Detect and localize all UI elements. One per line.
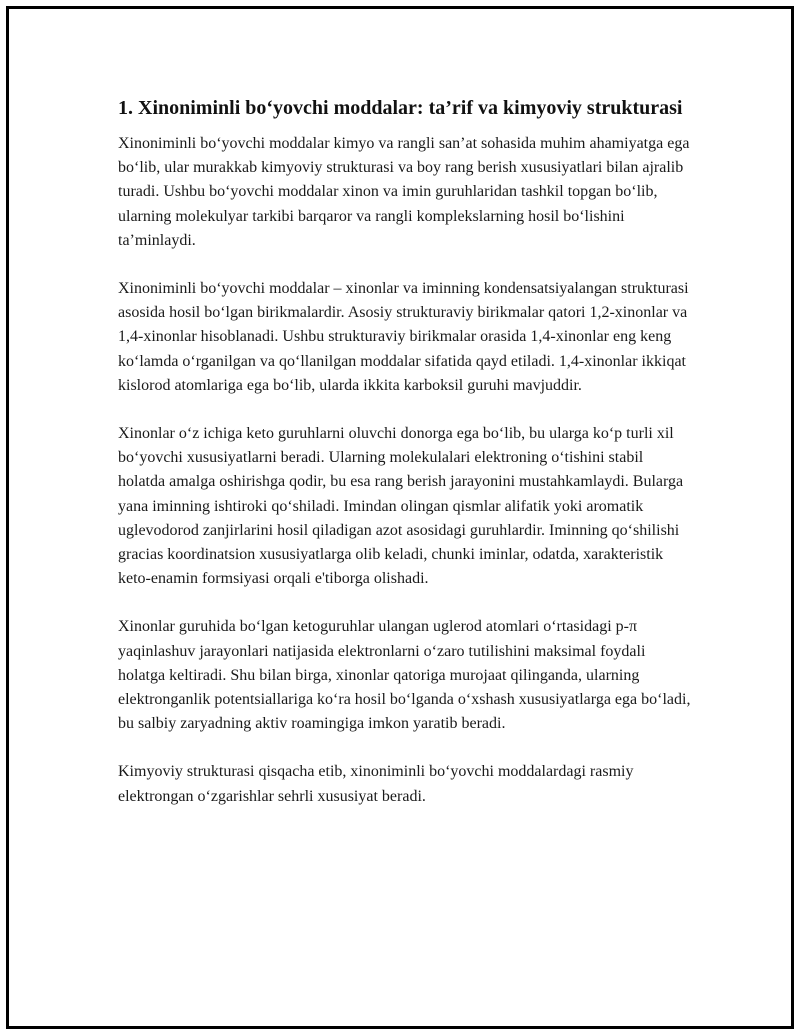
paragraph-5: Kimyoviy strukturasi qisqacha etib, xinoniminli bo‘yovchi moddalardagi rasmiy elektrongan o‘zgarishlar sehrli xususiyat beradi.	[118, 763, 634, 805]
document-body	[118, 94, 692, 833]
paragraph-1: Xinoniminli bo‘yovchi moddalar kimyo va rangli san’at sohasida muhim ahamiyatga ega bo‘lib, ular murakkab kimyoviy strukturasi va boy rang berish xususiyatlari bilan ajralib turadi. Ushbu bo‘yovchi moddalar xinon va imin guruhlaridan tashkil topgan bo‘lib, ularning molekulyar tarkibi barqaror va rangli komplekslarning hosil bo‘lishini ta’minlaydi.	[118, 135, 690, 249]
paragraph-4: Xinonlar guruhida bo‘lgan ketoguruhlar ulangan uglerod atomlari o‘rtasidagi p-π yaqinlashuv jarayonlari natijasida elektronlarni o‘zaro tutilishini maksimal foydali holatga keltiradi. Shu bilan birga, xinonlar qatoriga murojaat qilinganda, ularning elektronganlik potentsiallariga ko‘ra hosil bo‘lganda o‘xshash xususiyatlarga ega bo‘ladi, bu salbiy zaryadning aktiv roamingiga imkon yaratib beradi.	[118, 618, 691, 733]
paragraph-2: Xinoniminli bo‘yovchi moddalar – xinonlar va iminning kondensatsiyalangan strukturasi asosida hosil bo‘lgan birikmalardir. Asosiy strukturaviy birikmalar qatori 1,2-xinonlar va 1,4-xinonlar hisoblanadi. Ushbu strukturaviy birikmalar orasida 1,4-xinonlar eng keng ko‘lamda o‘rganilgan va qo‘llanilgan moddalar sifatida qayd etiladi. 1,4-xinonlar ikkiqat kislorod atomlariga ega bo‘lib, ularda ikkita karboksil guruhi mavjuddir.	[118, 280, 689, 394]
paragraph-3: Xinonlar o‘z ichiga keto guruhlarni oluvchi donorga ega bo‘lib, bu ularga ko‘p turli xil bo‘yovchi xususiyatlarni beradi. Ularning molekulalari elektroning o‘tishini stabil holatda amalga oshirishga qodir, bu esa rang berish jarayonini mustahkamlaydi. Bularga yana iminning ishtiroki qo‘shiladi. Imindan olingan qismlar alifatik yoki aromatik uglevodorod zanjirlarini hosil qiladigan azot asosidagi guruhlardir. Iminning qo‘shilishi gracias koordinatsion xususiyatlarga olib keladi, chunki iminlar, odatda, xarakteristik keto-enamin formsiyasi orqali e'tiborga olishadi.	[118, 425, 684, 588]
section-heading: 1. Xinoniminli bo‘yovchi moddalar: ta’rif va kimyoviy strukturasi	[118, 97, 683, 119]
